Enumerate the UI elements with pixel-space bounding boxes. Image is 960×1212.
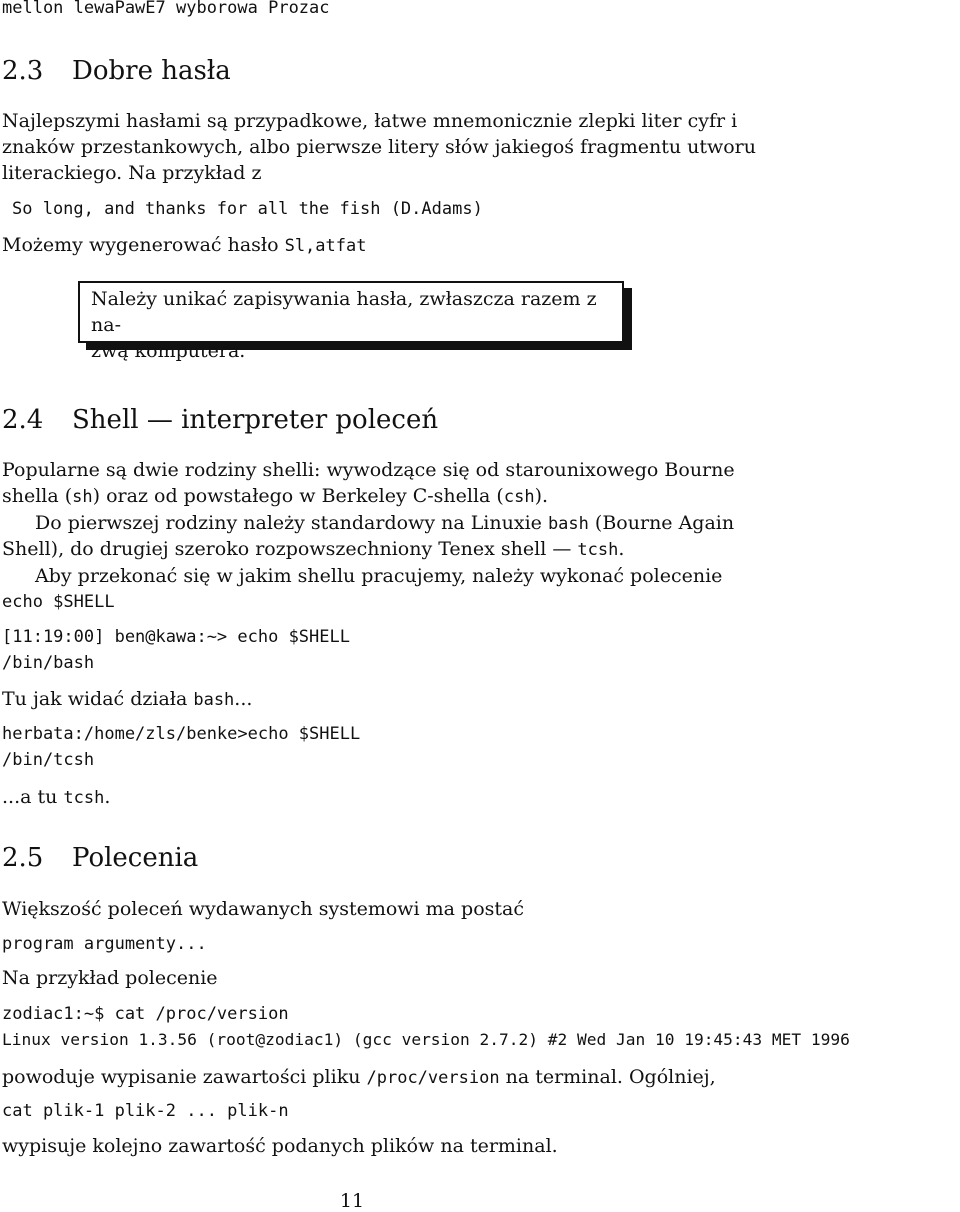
text-run: . xyxy=(618,538,625,560)
paragraph-line: Popularne są dwie rodziny shelli: wywodzące się od starounixowego Bourne xyxy=(2,459,735,481)
terminal-output-line: Linux version 1.3.56 (root@zodiac1) (gcc version 2.7.2) #2 Wed Jan 10 19:45:43 MET 1996 xyxy=(2,1030,850,1049)
inline-code: /proc/version xyxy=(366,1068,500,1088)
paragraph-line: Najlepszymi hasłami są przypadkowe, łatwe mnemonicznie zlepki liter cyfr i xyxy=(2,110,738,132)
section-heading-2-5 xyxy=(2,842,198,874)
text-run: ). xyxy=(534,485,549,507)
paragraph-line: wypisuje kolejno zawartość podanych plików na terminal. xyxy=(2,1135,558,1157)
generated-password-line xyxy=(2,232,366,259)
text-run: ... xyxy=(234,688,253,710)
command-line: program argumenty... xyxy=(2,934,207,954)
paragraph-line: Aby przekonać się w jakim shellu pracujemy, należy wykonać polecenie xyxy=(35,565,723,587)
terminal-output-line: zodiac1:~$ cat /proc/version xyxy=(2,1004,289,1024)
password-examples-line: mellon lewaPawE7 wyborowa Prozac xyxy=(2,0,330,18)
inline-code: sh xyxy=(72,487,93,507)
paragraph-line xyxy=(2,536,624,563)
inline-code: bash xyxy=(547,514,589,534)
inline-code: tcsh xyxy=(577,540,619,560)
paragraph-line: Na przykład polecenie xyxy=(2,967,218,989)
paragraph-line xyxy=(2,686,252,713)
warning-note-line: zwą komputera. xyxy=(91,340,246,362)
text-run: Do pierwszej rodziny należy standardowy na Linuxie xyxy=(35,512,548,534)
text-run: ...a tu xyxy=(2,786,64,808)
text-run: Shell), do drugiej szeroko rozpowszechniony Tenex shell — xyxy=(2,538,578,560)
warning-note-box xyxy=(78,281,624,362)
section-title: Shell — interpreter poleceń xyxy=(72,405,439,435)
paragraph-line xyxy=(2,784,110,811)
inline-code: tcsh xyxy=(63,788,105,808)
generated-password-text: Możemy wygenerować hasło xyxy=(2,234,285,256)
section-title: Dobre hasła xyxy=(72,56,231,86)
text-run: Tu jak widać działa xyxy=(2,688,194,710)
inline-code: bash xyxy=(193,690,235,710)
command-line: echo $SHELL xyxy=(2,592,115,612)
paragraph-line: Większość poleceń wydawanych systemowi ma postać xyxy=(2,898,524,920)
text-run: powoduje wypisanie zawartości pliku xyxy=(2,1066,367,1088)
paragraph-line xyxy=(2,483,548,510)
text-run: shella ( xyxy=(2,485,73,507)
warning-note-line: Należy unikać zapisywania hasła, zwłaszcza razem z na- xyxy=(91,288,597,336)
section-heading-2-3 xyxy=(2,55,231,87)
section-number: 2.3 xyxy=(2,56,44,86)
paragraph-line: literackiego. Na przykład z xyxy=(2,162,262,184)
paragraph-line: znaków przestankowych, albo pierwsze litery słów jakiegoś fragmentu utworu xyxy=(2,136,756,158)
terminal-output-line: /bin/tcsh xyxy=(2,750,95,770)
command-line: cat plik-1 plik-2 ... plik-n xyxy=(2,1101,289,1121)
section-number: 2.4 xyxy=(2,405,44,435)
paragraph-line xyxy=(2,1064,716,1091)
inline-code: csh xyxy=(503,487,535,507)
text-run: ) oraz od powstałego w Berkeley C-shella ( xyxy=(92,485,504,507)
terminal-output-line: herbata:/home/zls/benke>echo $SHELL xyxy=(2,724,361,744)
section-number: 2.5 xyxy=(2,843,44,873)
terminal-output-line: /bin/bash xyxy=(2,653,95,673)
section-title: Polecenia xyxy=(72,843,199,873)
terminal-output-line: [11:19:00] ben@kawa:~> echo $SHELL xyxy=(2,627,350,647)
paragraph-line xyxy=(2,510,734,537)
quote-example: So long, and thanks for all the fish (D.Adams) xyxy=(12,199,483,219)
generated-password-code: Sl,atfat xyxy=(284,236,367,256)
text-run: . xyxy=(104,786,111,808)
page-number: 11 xyxy=(339,1190,365,1212)
section-heading-2-4 xyxy=(2,404,438,436)
text-run: na terminal. Ogólniej, xyxy=(499,1066,716,1088)
text-run: (Bourne Again xyxy=(588,512,735,534)
